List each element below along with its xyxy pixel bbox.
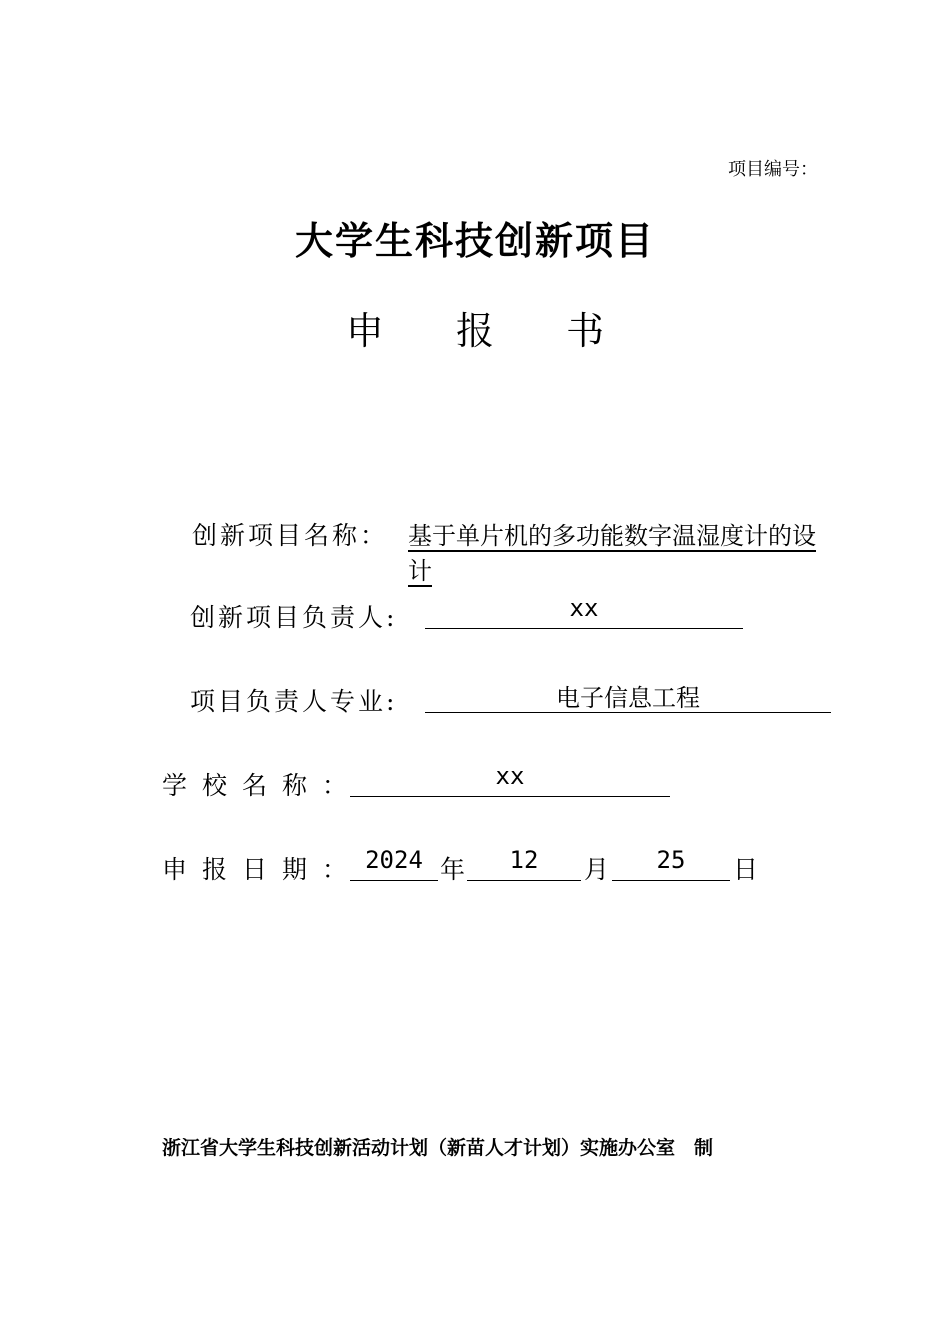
date-day-unit: 日 [733,855,762,884]
subtitle-char-1: 申 [345,309,384,353]
project-name-label: 创新项目名称： [192,521,389,550]
major-label: 项目负责人专业: [190,687,398,716]
date-month-unit: 月 [584,855,613,884]
project-number-label: 项目编号： [728,159,818,180]
date-label: 申报日期： [162,855,363,884]
leader-label: 创新项目负责人: [190,603,398,632]
major-value: 电子信息工程 [425,678,831,713]
date-year: 2024 [350,846,438,881]
subtitle-char-2: 报 [455,309,494,353]
date-day: 25 [612,846,730,881]
page-subtitle [0,300,950,355]
footer-issuer: 浙江省大学生科技创新活动计划（新苗人才计划）实施办公室 制 [162,1137,714,1159]
date-month: 12 [467,846,581,881]
page-title: 大学生科技创新项目 [294,219,655,263]
date-year-unit: 年 [440,855,469,884]
subtitle-char-3: 书 [566,309,605,353]
school-value: xx [350,762,670,797]
project-name-value: 基于单片机的多功能数字温湿度计的设计 [408,522,816,585]
leader-value: xx [425,594,743,629]
school-label: 学校名称： [162,771,363,800]
